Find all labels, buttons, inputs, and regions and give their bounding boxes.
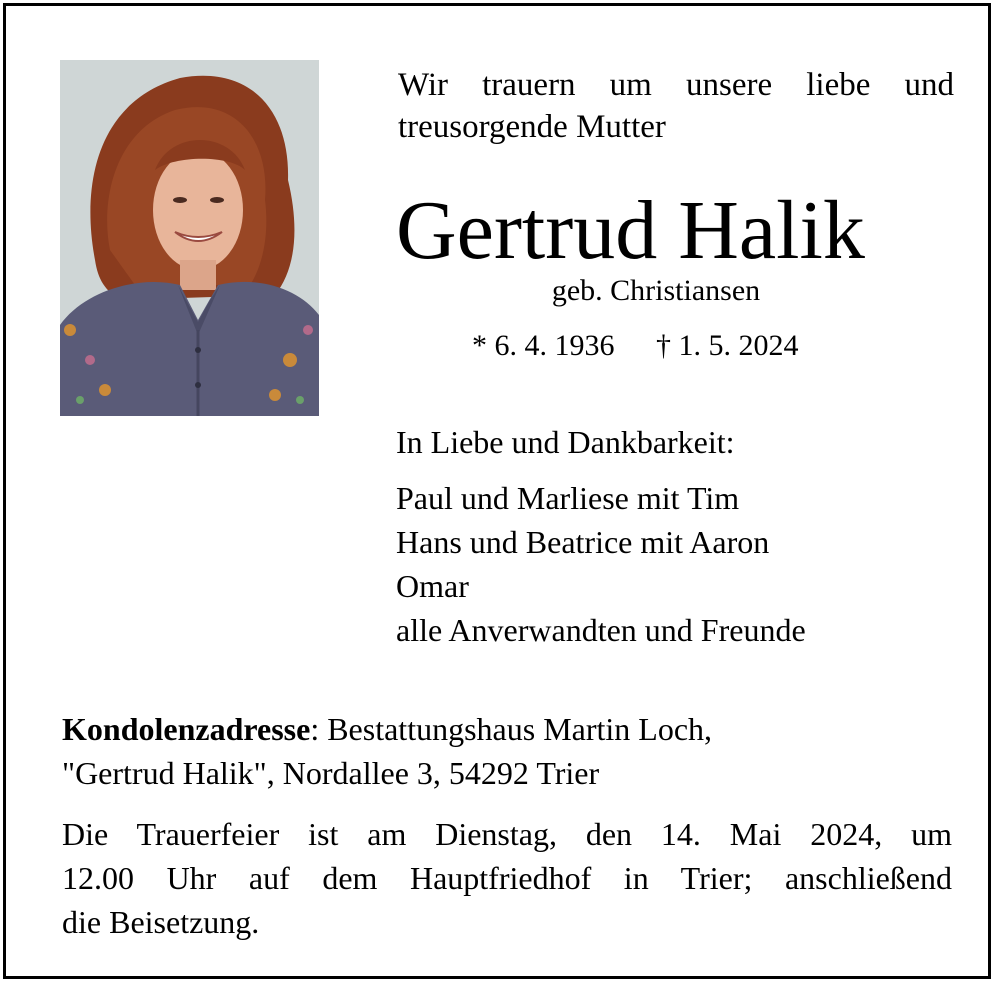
address-line-2: "Gertrud Halik", Nordallee 3, 54292 Trier <box>62 755 600 791</box>
family-member: alle Anverwandten und Freunde <box>396 612 806 648</box>
intro-line-2: treusorgende Mutter <box>398 109 666 145</box>
family-member: Omar <box>396 568 469 604</box>
ceremony-line: 12.00 Uhr auf dem Hauptfriedhof in Trier; anschließend <box>62 860 952 896</box>
ceremony-line: die Beisetzung. <box>62 904 260 940</box>
life-dates <box>472 329 799 363</box>
obituary-notice <box>3 3 991 979</box>
condolence-address <box>62 707 952 795</box>
maiden-name: geb. Christiansen <box>551 274 761 307</box>
thanks-heading: In Liebe und Dankbarkeit: <box>396 424 735 460</box>
deceased-name: Gertrud Halik <box>396 184 865 277</box>
ceremony-details <box>62 812 952 944</box>
intro-text <box>398 64 954 148</box>
address-label: Kondolenzadresse <box>62 711 311 747</box>
family-list <box>396 476 806 652</box>
intro-line-1: Wir trauern um unsere liebe und <box>398 67 954 103</box>
portrait-photo <box>60 60 319 416</box>
ceremony-line: Die Trauerfeier ist am Dienstag, den 14. Mai 2024, um <box>62 816 952 852</box>
address-line-1: : Bestattungshaus Martin Loch, <box>310 711 713 747</box>
birth-date: * 6. 4. 1936 <box>472 329 615 362</box>
death-date: † 1. 5. 2024 <box>656 329 799 362</box>
family-member: Hans und Beatrice mit Aaron <box>396 524 770 560</box>
family-member: Paul und Marliese mit Tim <box>396 480 740 516</box>
